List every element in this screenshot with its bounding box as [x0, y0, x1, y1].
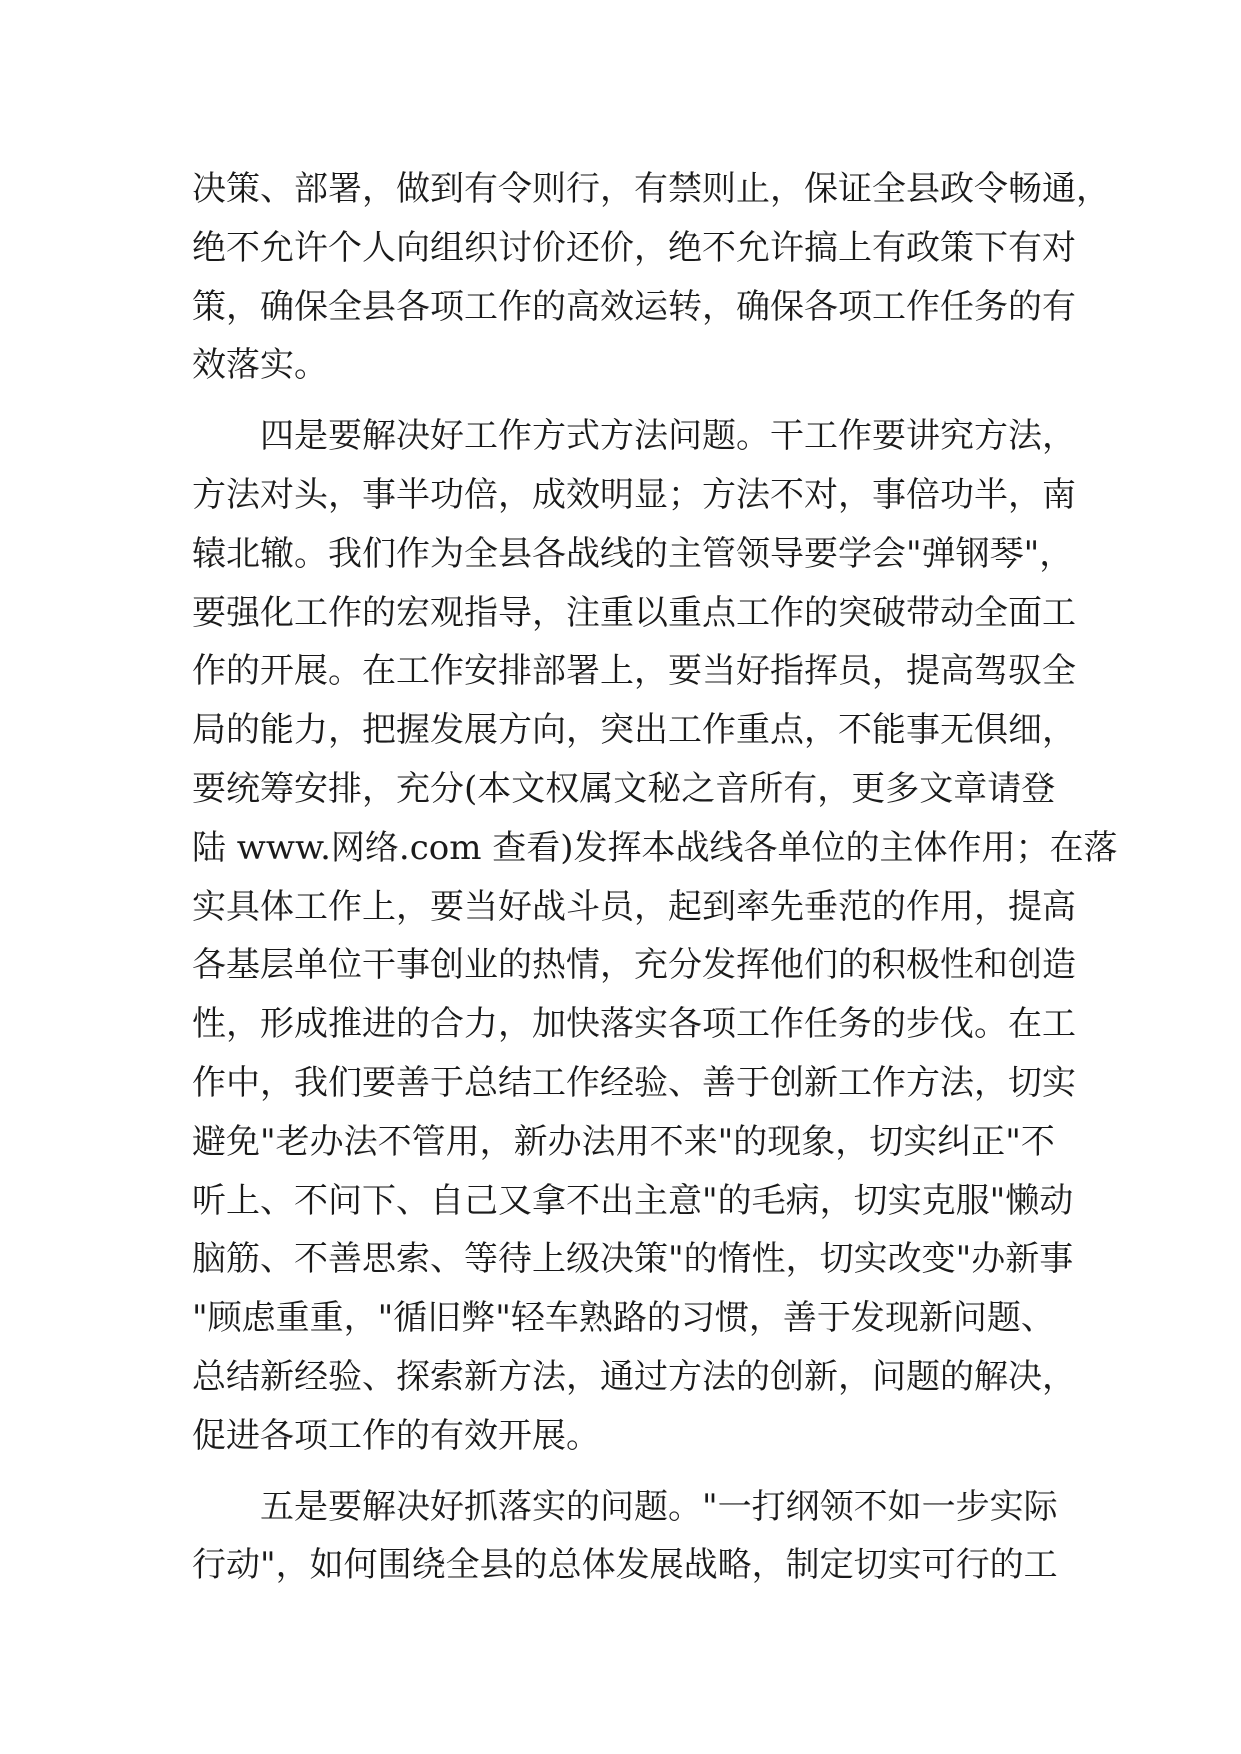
text-line: 避免"老办法不管用，新办法用不来"的现象，切实纠正"不 — [192, 1121, 1055, 1162]
text-line: "顾虑重重，"循旧弊"轻车熟路的习惯，善于发现新问题、 — [192, 1298, 1055, 1339]
paragraph-gap — [192, 1466, 1062, 1478]
paragraph-gap — [192, 395, 1062, 407]
paragraph-3 — [192, 1478, 1062, 1596]
text-line: 脑筋、不善思索、等待上级决策"的惰性，切实改变"办新事 — [192, 1239, 1074, 1280]
text-line: 听上、不问下、自己又拿不出主意"的毛病，切实克服"懒动 — [192, 1180, 1074, 1221]
text-line: 要统筹安排，充分(本文权属文秘之音所有，更多文章请登 — [192, 768, 1056, 809]
text-line: 决策、部署，做到有令则行，有禁则止，保证全县政令畅通， — [192, 169, 1110, 209]
text-line: 各基层单位干事创业的热情，充分发挥他们的积极性和创造 — [192, 945, 1076, 986]
text-line: 性，形成推进的合力，加快落实各项工作任务的步伐。在工 — [192, 1004, 1076, 1045]
paragraph-2 — [192, 407, 1118, 1465]
paragraph-1 — [192, 160, 1110, 395]
text-line: 五是要解决好抓落实的问题。"一打纲领不如一步实际 — [260, 1486, 1058, 1527]
text-line: 要强化工作的宏观指导，注重以重点工作的突破带动全面工 — [192, 592, 1076, 633]
text-line: 四是要解决好工作方式方法问题。干工作要讲究方法， — [260, 416, 1076, 457]
text-line: 绝不允许个人向组织讨价还价，绝不允许搞上有政策下有对 — [192, 227, 1076, 268]
text-line: 作中，我们要善于总结工作经验、善于创新工作方法，切实 — [192, 1062, 1076, 1103]
text-line: 陆 www.网络.com 查看)发挥本战线各单位的主体作用；在落 — [192, 827, 1118, 868]
text-line: 作的开展。在工作安排部署上，要当好指挥员，提高驾驭全 — [192, 651, 1076, 692]
text-line: 行动"，如何围绕全县的总体发展战略，制定切实可行的工 — [192, 1545, 1058, 1586]
text-line: 方法对头，事半功倍，成效明显；方法不对，事倍功半，南 — [192, 474, 1076, 515]
text-line: 总结新经验、探索新方法，通过方法的创新，问题的解决， — [192, 1356, 1076, 1397]
text-line: 辕北辙。我们作为全县各战线的主管领导要学会"弹钢琴"， — [192, 533, 1074, 574]
text-line: 实具体工作上，要当好战斗员，起到率先垂范的作用，提高 — [192, 886, 1076, 927]
text-line: 策，确保全县各项工作的高效运转，确保各项工作任务的有 — [192, 286, 1076, 327]
document-body — [192, 160, 1118, 1595]
text-line: 效落实。 — [192, 345, 328, 386]
text-line: 促进各项工作的有效开展。 — [192, 1415, 600, 1456]
text-line: 局的能力，把握发展方向，突出工作重点，不能事无俱细， — [192, 710, 1076, 751]
